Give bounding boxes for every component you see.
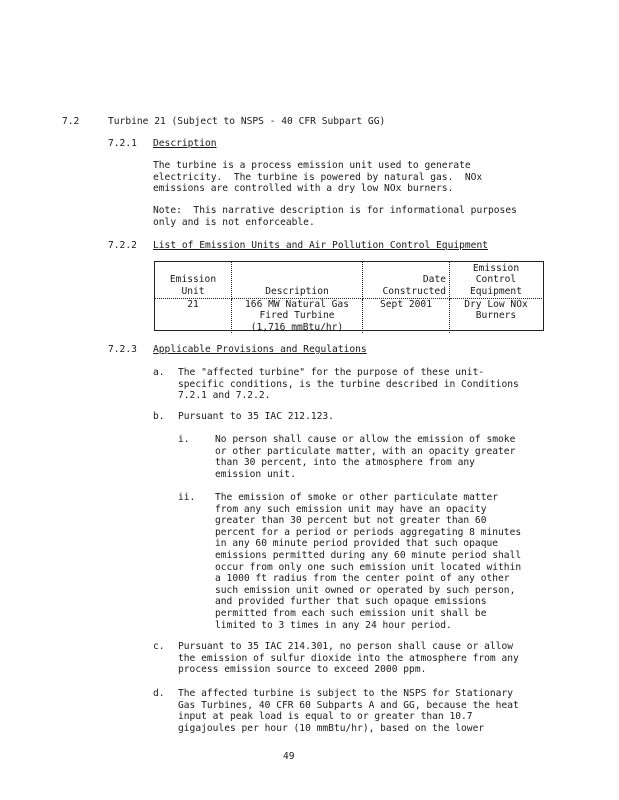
- note-paragraph: Note: This narrative description is for informational purposes only and is not enforceable.: [153, 205, 517, 228]
- item-text-a: The "affected turbine" for the purpose of these unit- specific conditions, is the turbine described in Conditions 7.2.1 and 7.2.2.: [178, 367, 519, 402]
- header-description: Description: [232, 262, 363, 298]
- emission-units-heading: List of Emission Units and Air Pollution Control Equipment: [153, 240, 489, 251]
- cell-description: 166 MW Natural Gas Fired Turbine (1,716 mmBtu/hr): [232, 298, 363, 333]
- item-label-b: b.: [153, 411, 165, 422]
- provisions-heading: Applicable Provisions and Regulations: [153, 344, 367, 355]
- subsection-number-7-2-2: 7.2.2: [108, 240, 137, 251]
- section-title: Turbine 21 (Subject to NSPS - 40 CFR Subpart GG): [108, 116, 386, 127]
- subitem-label-i: i.: [178, 434, 190, 445]
- subsection-number-7-2-3: 7.2.3: [108, 344, 137, 355]
- description-heading: Description: [153, 138, 217, 149]
- item-text-d: The affected turbine is subject to the NSPS for Stationary Gas Turbines, 40 CFR 60 Subparts A and GG, because the heat input at peak load is equal to or greater than 10.7 gigajoules per hour (10 mmBtu/hr), based on the lower: [178, 688, 519, 734]
- item-text-c: Pursuant to 35 IAC 214.301, no person shall cause or allow the emission of sulfur dioxide into the atmosphere from any process emission source to exceed 2000 ppm.: [178, 641, 519, 676]
- subitem-text-ii: The emission of smoke or other particulate matter from any such emission unit may have an opacity greater than 30 percent but not greater than 60 percent for a period or periods aggregating 8 minutes in any 60 minute period provided that such opaque emissions permitted during any 60 minute period shall occur from only one such emission unit located within a 1000 ft radius from the center point of any other such emission unit owned or operated by such person, and provided further that such opaque emissions permitted from each such emission unit shall be limited to 3 times in any 24 hour period.: [215, 492, 522, 631]
- description-paragraph: The turbine is a process emission unit used to generate electricity. The turbine is powered by natural gas. NOx emissions are controlled with a dry low NOx burners.: [153, 160, 483, 195]
- section-number: 7.2: [62, 116, 80, 127]
- page-number: 49: [283, 751, 295, 762]
- emission-units-table: [155, 262, 542, 333]
- item-text-b: Pursuant to 35 IAC 212.123.: [178, 411, 334, 422]
- subitem-label-ii: ii.: [178, 492, 196, 503]
- item-label-d: d.: [153, 688, 165, 699]
- header-date-constructed: Date Constructed: [363, 262, 450, 298]
- header-control-equipment: Emission Control Equipment: [450, 262, 543, 298]
- item-label-c: c.: [153, 641, 165, 652]
- item-label-a: a.: [153, 367, 165, 378]
- subitem-text-i: No person shall cause or allow the emission of smoke or other particulate matter, with an opacity greater than 30 percent, into the atmosphere from any emission unit.: [215, 434, 516, 480]
- subsection-number-7-2-1: 7.2.1: [108, 138, 137, 149]
- cell-unit: 21: [155, 298, 232, 333]
- cell-control: Dry Low NOx Burners: [464, 298, 528, 322]
- header-emission-unit: Emission Unit: [155, 262, 232, 298]
- cell-date: Sept 2001: [363, 298, 450, 333]
- table-row: [155, 298, 542, 333]
